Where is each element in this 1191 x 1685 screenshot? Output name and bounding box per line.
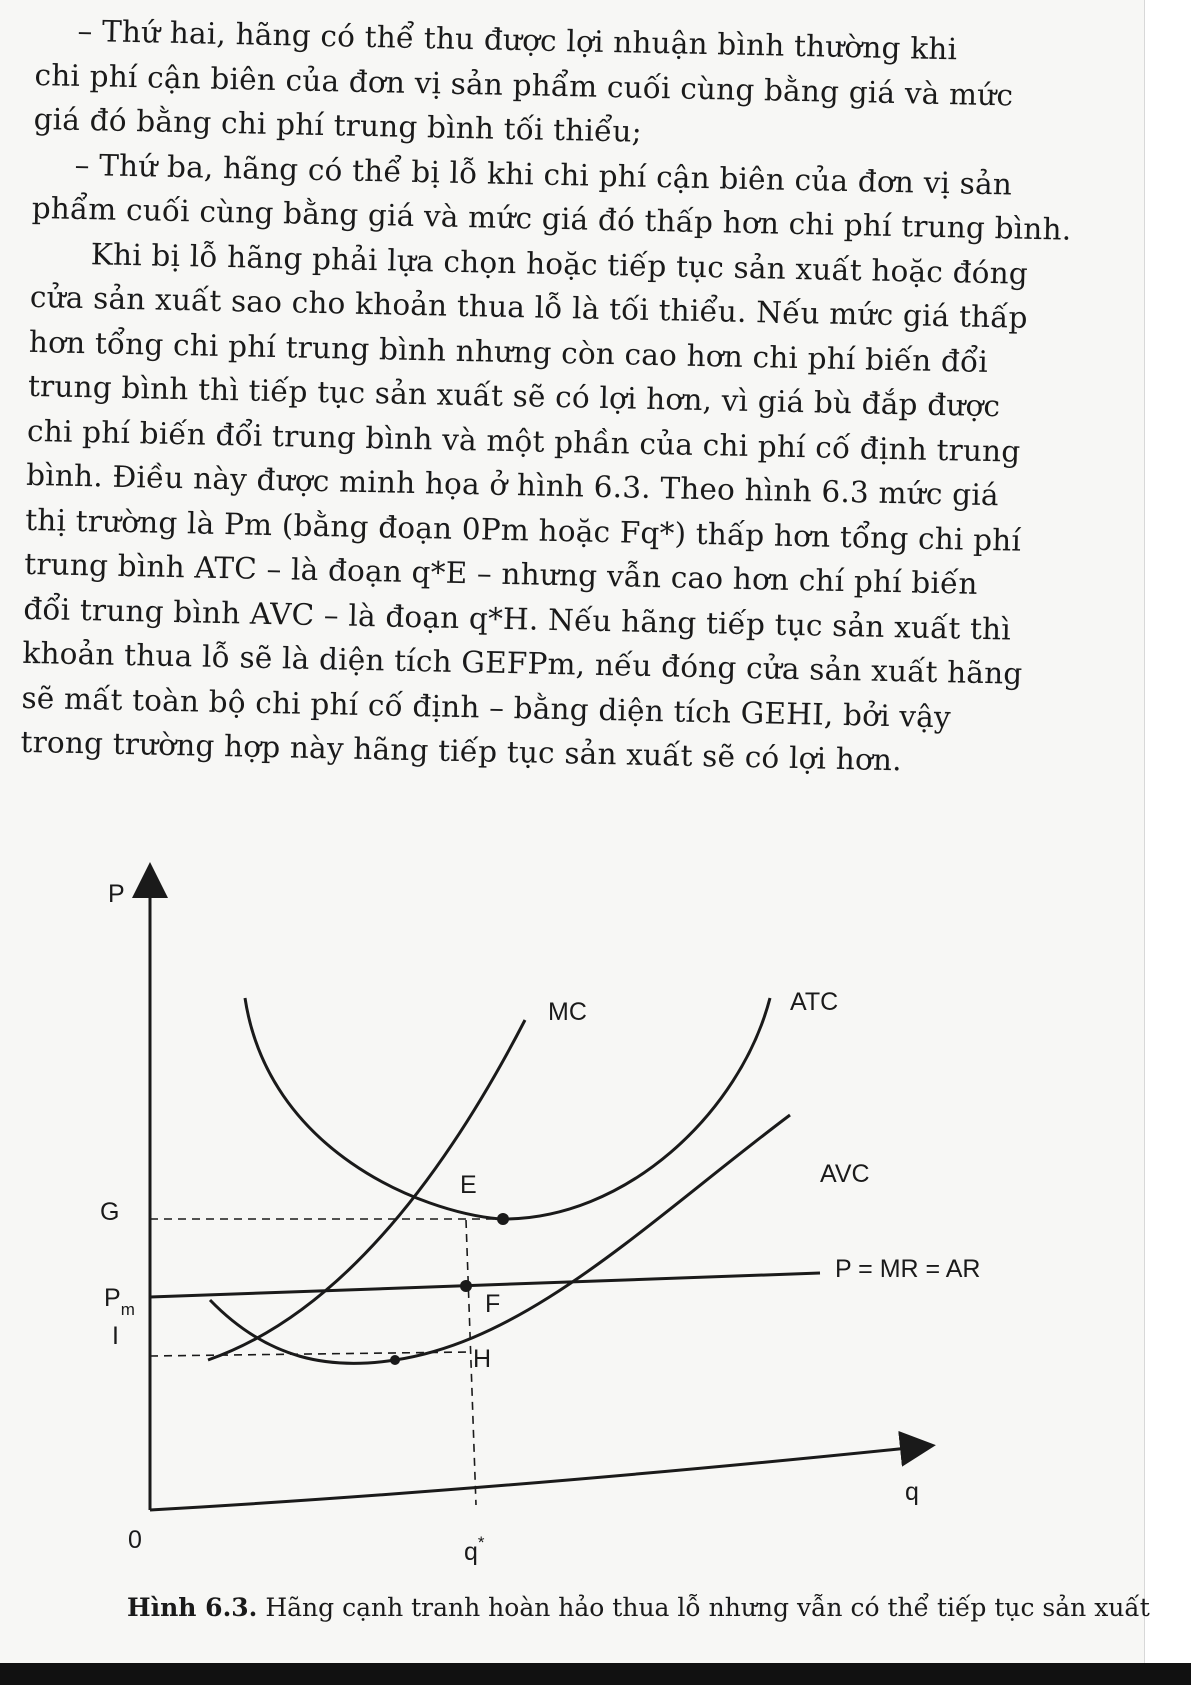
text-line: Khi bị lỗ hãng phải lựa chọn hoặc tiếp tục sản xuất hoặc đóng: [90, 236, 1029, 291]
text-line: – Thứ hai, hãng có thể thu được lợi nhuận bình thường khi: [77, 13, 958, 67]
caption-text: Hãng cạnh tranh hoàn hảo thua lỗ nhưng vẫn có thể tiếp tục sản xuất: [257, 1593, 1150, 1622]
h-label: H: [473, 1345, 492, 1373]
text-line: cửa sản xuất sao cho khoản thua lỗ là tối thiểu. Nếu mức giá thấp: [29, 279, 1029, 335]
mc-label: MC: [548, 998, 587, 1026]
atc-curve: [245, 998, 770, 1219]
pm-label: $P_m$: [104, 1284, 135, 1319]
atc-label: ATC: [790, 988, 839, 1016]
text-line: đổi trung bình AVC – là đoạn q*H. Nếu hãng tiếp tục sản xuất thì: [23, 591, 1012, 647]
text-line: – Thứ ba, hãng có thể bị lỗ khi chi phí cận biên của đơn vị sản: [74, 147, 1013, 201]
text-line: trong trường hợp này hãng tiếp tục sản xuất sẽ có lợi hơn.: [20, 724, 903, 778]
text-line: chi phí cận biên của đơn vị sản phẩm cuối cùng bằng giá và mức: [34, 57, 1014, 112]
avc-curve: [210, 1115, 790, 1363]
x-axis: [150, 1447, 918, 1510]
text-line: hơn tổng chi phí trung bình nhưng còn cao hơn chi phí biến đổi: [28, 324, 989, 379]
figure-svg: [0, 860, 1191, 1680]
point-e: [497, 1213, 509, 1225]
scan-bottom-edge: [0, 1663, 1191, 1685]
figure-caption: [127, 1593, 1150, 1622]
text-line: phẩm cuối cùng bằng giá và mức giá đó thấp hơn chi phí trung bình.: [31, 190, 1072, 247]
point-f: [460, 1280, 472, 1292]
i-label: I: [112, 1322, 119, 1350]
cost-curves-figure: [0, 860, 1191, 1680]
text-line: giá đó bằng chi phí trung bình tối thiểu;: [33, 101, 643, 149]
text-line: trung bình ATC – là đoạn q*E – nhưng vẫn cao hơn chí phí biến: [23, 546, 979, 601]
text-line: trung bình thì tiếp tục sản xuất sẽ có lợi hơn, vì giá bù đắp được: [27, 368, 1001, 424]
avc-label: AVC: [820, 1160, 870, 1188]
e-label: E: [460, 1171, 477, 1199]
g-label: G: [100, 1198, 120, 1226]
y-axis-label: P: [108, 880, 125, 908]
text-line: thị trường là Pm (bằng đoạn 0Pm hoặc Fq*) thấp hơn tổng chi phí: [24, 502, 1022, 558]
q-star-label: q*: [464, 1533, 485, 1566]
origin-label: 0: [128, 1526, 142, 1554]
x-axis-label: q: [905, 1478, 919, 1506]
figure-number: Hình 6.3.: [127, 1593, 258, 1622]
text-line: bình. Điều này được minh họa ở hình 6.3. Theo hình 6.3 mức giá: [25, 457, 1000, 513]
text-line: chi phí biến đổi trung bình và một phần của chi phí cố định trung: [26, 413, 1021, 469]
point-h: [390, 1355, 400, 1365]
mc-curve: [208, 1020, 525, 1360]
text-line: khoản thua lỗ sẽ là diện tích GEFPm, nếu đóng cửa sản xuất hãng: [22, 635, 1023, 691]
body-text: [20, 8, 1106, 787]
f-label: F: [485, 1290, 501, 1318]
price-line-label: P = MR = AR: [835, 1255, 981, 1283]
text-line: sẽ mất toàn bộ chi phí cố định – bằng diện tích GEHI, bởi vậy: [21, 680, 952, 734]
